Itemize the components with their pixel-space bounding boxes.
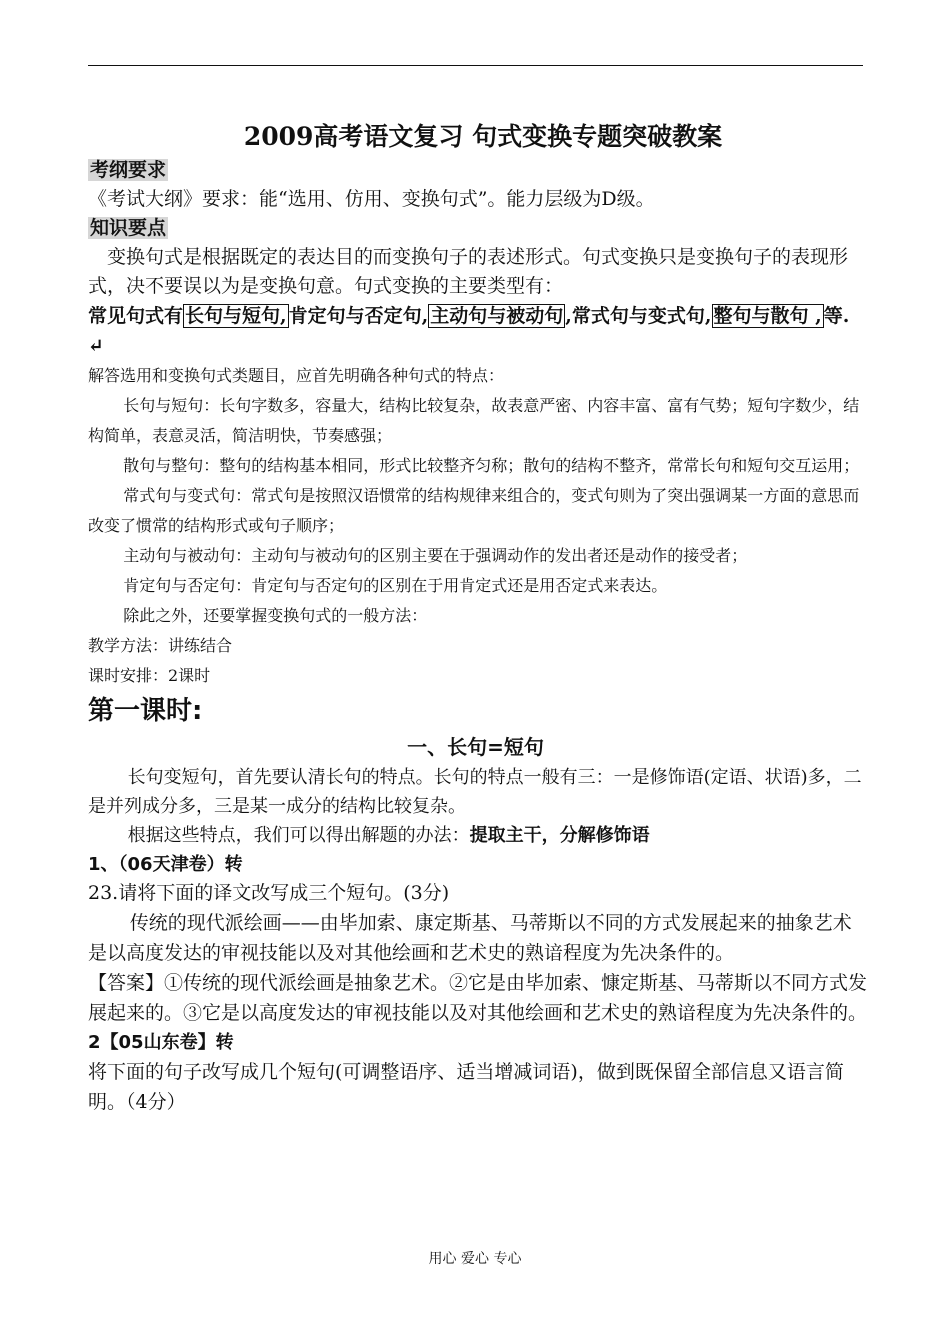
type-active-passive: 主动句与被动句 (430, 305, 564, 327)
knowledge-heading-line (88, 214, 878, 243)
type-affirm-negate: 肯定句与否定句, (288, 305, 429, 327)
document-title: 2009高考语文复习 句式变换专题突破教案 (243, 122, 723, 151)
teaching-method: 教学方法：讲练结合 (88, 636, 233, 655)
knowledge-text: 变换句式是根据既定的表达目的而变换句子的表述形式。句式变换只是变换句子的表现形式，决不要误以为是变换句意。句式变换的主要类型有： (88, 246, 849, 297)
explain-normal-inverted: 常式句与变式句：常式句是按照汉语惯常的结构规律来组合的，变式句则为了突出强调某一方面的意思而改变了惯常的结构形式或句子顺序； (88, 486, 860, 535)
page-footer: 用心 爱心 专心 (428, 1251, 522, 1267)
example1-text: 传统的现代派绘画——由毕加索、康定斯基、马蒂斯以不同的方式发展起来的抽象艺术是以高度发达的审视技能以及对其他绘画和艺术史的熟谙程度为先决条件的。 (88, 912, 852, 964)
example2-question: 将下面的句子改写成几个短句(可调整语序、适当增减词语)，做到既保留全部信息又语言简明。（4分） (88, 1061, 844, 1113)
header-rule (88, 65, 863, 66)
types-suffix: 等. ↵ (88, 305, 850, 357)
outline-text: 《考试大纲》要求：能“选用、仿用、变换句式”。能力层级为D级。 (88, 188, 655, 210)
lesson1-p2-method: 提取主干，分解修饰语 (469, 825, 650, 846)
type-long-short: 长句与短句, (185, 305, 287, 327)
explain-scattered-whole: 散句与整句：整句的结构基本相同，形式比较整齐匀称；散句的结构不整齐，常常长句和短句交互运用； (123, 456, 860, 475)
example1-heading: 1、（06天津卷）转 (88, 854, 243, 875)
outline-heading: 考纲要求 (90, 159, 167, 181)
explain-long-short: 长句与短句：长句字数多，容量大，结构比较复杂，故表意严密、内容丰富、富有气势；短句字数少，结构简单，表意灵活，简洁明快，节奏感强； (88, 396, 860, 445)
explain-besides: 除此之外，还要掌握变换句式的一般方法： (123, 606, 428, 625)
types-line (88, 301, 863, 361)
type-normal-inverted: ,常式句与变式句, (565, 305, 712, 327)
explain-intro: 解答选用和变换句式类题目，应首先明确各种句式的特点： (88, 366, 505, 385)
example1-answer: 【答案】①传统的现代派绘画是抽象艺术。②它是由毕加索、慷定斯基、马蒂斯以不同方式发展起来的。③它是以高度发达的审视技能以及对其他绘画和艺术史的熟谙程度为先决条件的。 (88, 972, 868, 1024)
lesson1-p2 (88, 821, 878, 850)
document-body (88, 118, 878, 1117)
outline-heading-line (88, 156, 878, 185)
example1-question: 23.请将下面的译文改写成三个短句。(3分) (88, 882, 450, 904)
lesson1-subheading: 一、长句=短句 (407, 735, 544, 759)
lesson-schedule: 课时安排：2课时 (88, 666, 211, 685)
types-prefix: 常见句式有 (88, 305, 184, 327)
example2-heading: 2【05山东卷】转 (88, 1032, 234, 1053)
explain-active-passive: 主动句与被动句：主动句与被动句的区别主要在于强调动作的发出者还是动作的接受者； (123, 546, 748, 565)
lesson1-heading: 第一课时: (88, 696, 203, 726)
lesson1-p2-prefix: 根据这些特点，我们可以得出解题的办法： (127, 825, 470, 846)
lesson1-p1: 长句变短句，首先要认清长句的特点。长句的特点一般有三：一是修饰语(定语、状语)多，二是并列成分多，三是某一成分的结构比较复杂。 (88, 767, 862, 817)
explain-affirm-negate: 肯定句与否定句：肯定句与否定句的区别在于用肯定式还是用否定式来表达。 (123, 576, 668, 595)
knowledge-heading: 知识要点 (90, 217, 167, 239)
type-whole-scattered: 整句与散句 , (713, 305, 822, 327)
